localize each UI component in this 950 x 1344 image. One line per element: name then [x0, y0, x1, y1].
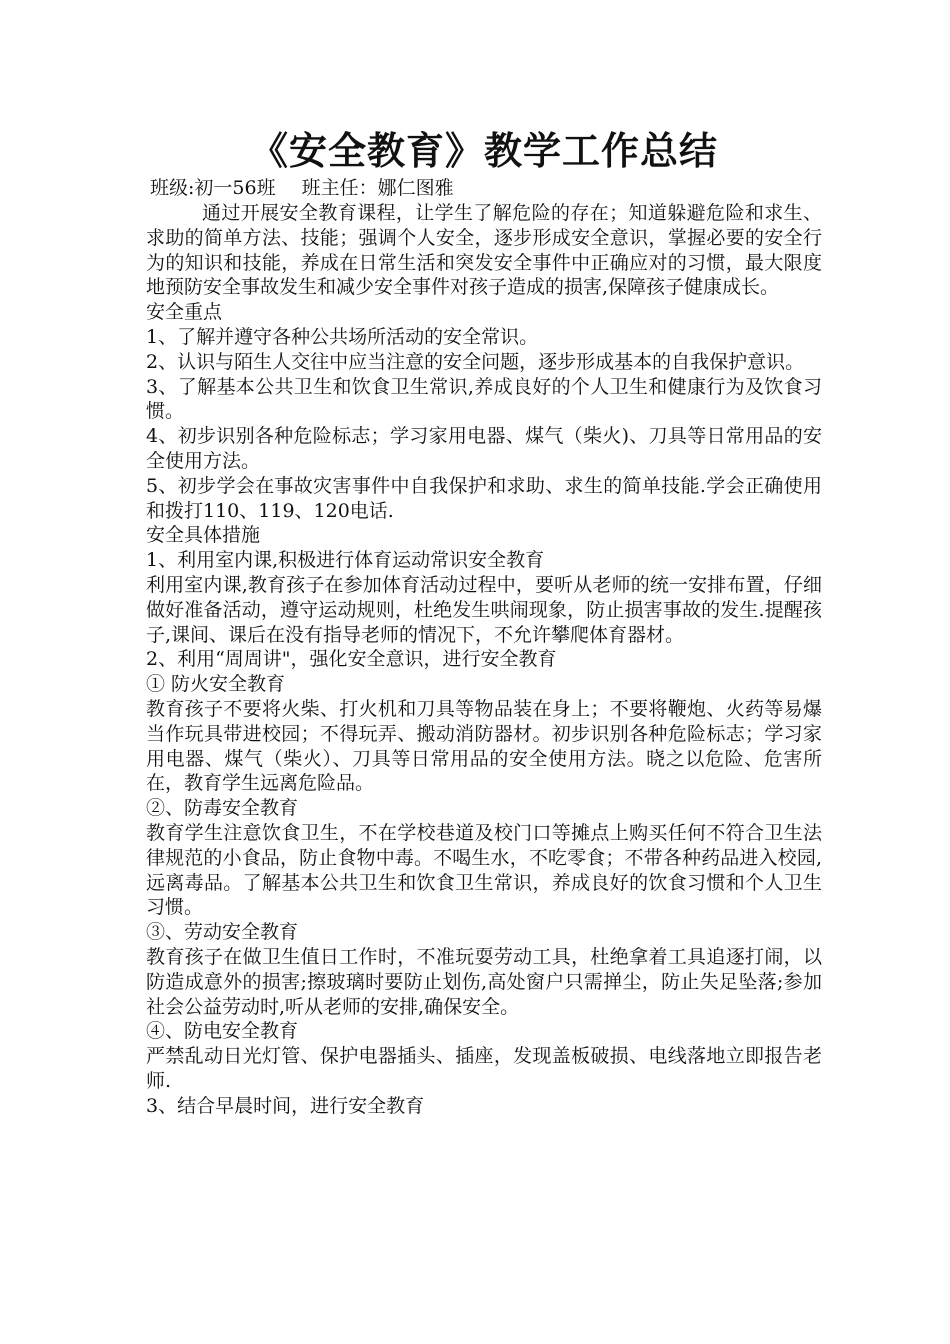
document-body	[146, 126, 822, 1118]
measure-paragraph: 利用室内课,教育孩子在参加体育活动过程中，要听从老师的统一安排布置，仔细做好准备活动，遵守运动规则，杜绝发生哄闹现象，防止损害事故的发生.提醒孩子,课间、课后在没有指导老师的情况下，不允许攀爬体育器材。	[146, 573, 822, 646]
subsection-heading: ②、防毒安全教育	[146, 797, 299, 820]
subsection-paragraph: 严禁乱动日光灯管、保护电器插头、插座，发现盖板破损、电线落地立即报告老师.	[146, 1045, 822, 1092]
subsection-heading: ③、劳动安全教育	[146, 921, 299, 944]
measure-heading: 1、利用室内课,积极进行体育运动常识安全教育	[146, 549, 545, 572]
class-info-line	[146, 176, 822, 201]
subsection-paragraph: 教育孩子在做卫生值日工作时，不准玩耍劳动工具，杜绝拿着工具追逐打闹，以防造成意外的损害;擦玻璃时要防止划伤,高处窗户只需掸尘，防止失足坠落;参加社会公益劳动时,听从老师的安排,确保安全。	[146, 945, 822, 1018]
measure-heading: 3、结合早晨时间，进行安全教育	[146, 1094, 425, 1117]
section-heading-key-points: 安全重点	[146, 301, 223, 324]
subsection-paragraph: 教育学生注意饮食卫生，不在学校巷道及校门口等摊点上购买任何不符合卫生法律规范的小食品，防止食物中毒。不喝生水，不吃零食；不带各种药品进入校园,远离毒品。了解基本公共卫生和饮食卫生常识，养成良好的饮食习惯和个人卫生习惯。	[146, 821, 822, 919]
intro-paragraph: 通过开展安全教育课程，让学生了解危险的存在；知道躲避危险和求生、求助的简单方法、技能；强调个人安全，逐步形成安全意识，掌握必要的安全行为的知识和技能，养成在日常生活和突发安全事件中正确应对的习惯，最大限度地预防安全事故发生和减少安全事件对孩子造成的损害,保障孩子健康成长。	[146, 202, 822, 299]
subsection-heading: ④、防电安全教育	[146, 1020, 299, 1043]
key-point-item: 3、了解基本公共卫生和饮食卫生常识,养成良好的个人卫生和健康行为及饮食习惯。	[146, 375, 822, 423]
class-label: 班级:初一56班	[150, 177, 276, 199]
subsection-paragraph: 教育孩子不要将火柴、打火机和刀具等物品装在身上；不要将鞭炮、火药等易爆当作玩具带进校园；不得玩弄、搬动消防器材。初步识别各种危险标志；学习家用电器、煤气（柴火）、刀具等日常用品的安全使用方法。晓之以危险、危害所在，教育学生远离危险品。	[146, 697, 822, 795]
key-point-item: 4、初步识别各种危险标志；学习家用电器、煤气（柴火)、刀具等日常用品的安全使用方法。	[146, 425, 822, 472]
subsection-heading: ① 防火安全教育	[146, 673, 286, 696]
document-title: 《安全教育》教学工作总结	[249, 128, 718, 173]
section-heading-measures: 安全具体措施	[146, 524, 261, 547]
key-point-item: 2、认识与陌生人交往中应当注意的安全问题，逐步形成基本的自我保护意识。	[146, 350, 805, 373]
measure-heading: 2、利用“周周讲"，强化安全意识，进行安全教育	[146, 648, 557, 671]
teacher-label: 班主任：娜仁图雅	[301, 177, 454, 199]
key-point-item: 1、了解并遵守各种公共场所活动的安全常识。	[146, 325, 539, 348]
key-point-item: 5、初步学会在事故灾害事件中自我保护和求助、求生的简单技能.学会正确使用和拨打110、119、120电话.	[146, 474, 822, 522]
